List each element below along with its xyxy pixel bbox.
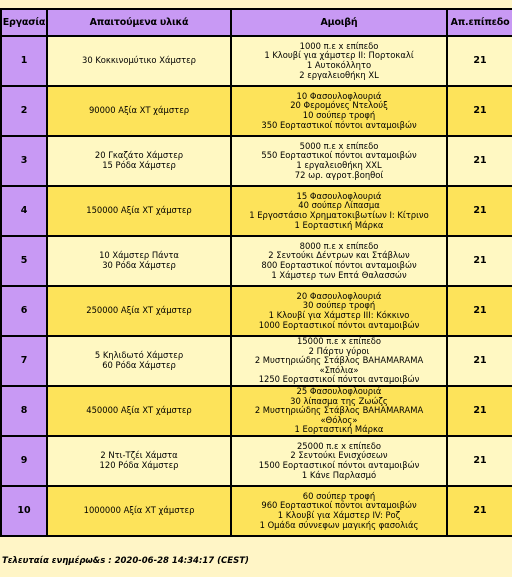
required-item: 120 Ρόδα Χάμστερ (99, 460, 179, 470)
required-item: 250000 Αξία ΧΤ χάμστερ (86, 305, 192, 316)
reward-item: 1500 Εορταστικοί πόντοι ανταμοιβών (258, 460, 420, 470)
required-level: 21 (447, 236, 512, 286)
header-required-items: Απαιτούμενα υλικά (47, 9, 231, 36)
reward-item: 350 Εορταστικοί πόντοι ανταμοιβών (261, 119, 417, 130)
required-item: 90000 Αξία ΧΤ χάμστερ (88, 105, 190, 116)
table-row (1, 36, 512, 86)
reward-item: 30 σούπερ τροφή (302, 300, 376, 311)
reward-item: 15 Φασουλοφλουριά (296, 190, 382, 201)
quest-number: 10 (1, 486, 47, 536)
required-items-cell (47, 86, 231, 136)
required-items-cell (47, 486, 231, 536)
reward-item: 1000 π.ε x επίπεδο (299, 40, 379, 51)
table-header-row (1, 9, 512, 36)
reward-item: 1 Εορταστική Μάρκα (294, 219, 384, 230)
table-row (1, 336, 512, 386)
quest-number: 4 (1, 186, 47, 236)
required-items-cell (47, 36, 231, 86)
reward-item: 1 Εορταστική Μάρκα (294, 424, 384, 435)
reward-item: 1 Κάνε Παρλασμό (301, 469, 377, 480)
reward-item: 1 εργαλειοθήκη XXL (296, 160, 382, 170)
required-item: 15 Ρόδα Χάμστερ (102, 160, 176, 170)
quest-number: 9 (1, 436, 47, 486)
reward-item: 1 Αυτοκόλλητο (306, 60, 372, 70)
reward-item: 60 σούπερ τροφή (302, 490, 376, 501)
reward-item: 8000 π.ε x επίπεδο (299, 240, 379, 251)
reward-item: 550 Εορταστικοί πόντοι ανταμοιβών (261, 150, 417, 161)
reward-item: 800 Εορταστικοί πόντοι ανταμοιβών (261, 260, 417, 270)
header-required-level: Απ.επίπεδο (447, 9, 512, 36)
reward-item: 2 Πάρτυ γύροι (308, 345, 370, 356)
reward-item: 2 εργαλειοθήκη XL (299, 69, 379, 80)
quest-number: 6 (1, 286, 47, 336)
reward-item: 1 Ομάδα σύννεφων μαγικής φασολιάς (259, 519, 419, 530)
required-level: 21 (447, 86, 512, 136)
table-row (1, 186, 512, 236)
reward-cell (231, 86, 447, 136)
reward-item: 5000 π.ε x επίπεδο (299, 140, 379, 151)
table-row (1, 386, 512, 436)
required-item: 5 Κηλιδωτό Χάμστερ (94, 350, 184, 361)
reward-item: 20 Φερομόνες Ντελούξ (290, 100, 388, 111)
reward-item: 2 Σεντούκι Ενισχύσεων (290, 450, 388, 461)
required-items-cell (47, 386, 231, 436)
table-row (1, 236, 512, 286)
reward-item: 1 Κλουβί για Χάμστερ IV: Ροζ (277, 510, 401, 520)
reward-cell (231, 36, 447, 86)
required-level: 21 (447, 36, 512, 86)
reward-item: 2 Μυστηριώδης Στάβλος BAHAMARAMA (254, 355, 424, 366)
reward-item: «Θόλος» (320, 414, 358, 425)
reward-item: 2 Μυστηριώδης Στάβλος BAHAMARAMA (254, 405, 424, 416)
table-row (1, 86, 512, 136)
quest-number: 7 (1, 336, 47, 386)
required-item: 30 Ρόδα Χάμστερ (102, 260, 176, 270)
required-level: 21 (447, 386, 512, 436)
table-row (1, 136, 512, 186)
reward-item: 1 Χάμστερ των Επτά Θαλασσών (271, 269, 407, 280)
reward-item: 1 Κλουβί για Χάμστερ III: Κόκκινο (268, 310, 410, 320)
reward-item: 72 ωρ. αγροτ.βοηθοί (294, 169, 384, 180)
quests-table (0, 8, 512, 537)
reward-item: 960 Εορταστικοί πόντοι ανταμοιβών (261, 500, 417, 511)
quest-number: 1 (1, 36, 47, 86)
required-level: 21 (447, 486, 512, 536)
quest-number: 8 (1, 386, 47, 436)
reward-cell (231, 286, 447, 336)
header-reward: Αμοιβή (231, 9, 447, 36)
required-item: 450000 Αξία ΧΤ χάμστερ (86, 405, 192, 416)
reward-cell (231, 136, 447, 186)
reward-item: 25000 π.ε x επίπεδο (296, 440, 382, 451)
required-level: 21 (447, 436, 512, 486)
reward-item: 1 Κλουβί για χάμστερ II: Πορτοκαλί (264, 50, 414, 61)
reward-item: «Σπόλια» (319, 364, 359, 375)
reward-item: 1250 Εορταστικοί πόντοι ανταμοιβών (258, 374, 420, 385)
reward-item: 1 Εργοστάσιο Χρηματοκιβωτίων I: Κίτρινο (249, 210, 429, 220)
required-level: 21 (447, 186, 512, 236)
reward-cell (231, 186, 447, 236)
header-quest: Εργασία (1, 9, 47, 36)
required-items-cell (47, 436, 231, 486)
reward-item: 15000 π.ε x επίπεδο (296, 336, 382, 347)
last-updated-footer: Τελευταία ενημέρω&s : 2020-06-28 14:34:17 (CEST) (2, 556, 249, 566)
required-items-cell (47, 336, 231, 386)
quests-table-body (1, 36, 512, 536)
reward-cell (231, 386, 447, 436)
reward-cell (231, 336, 447, 386)
reward-item: 20 Φασουλοφλουριά (296, 290, 382, 301)
required-item: 1000000 Αξία ΧΤ χάμστερ (83, 505, 195, 516)
required-items-cell (47, 186, 231, 236)
quest-number: 5 (1, 236, 47, 286)
table-row (1, 286, 512, 336)
quest-number: 2 (1, 86, 47, 136)
required-item: 150000 Αξία ΧΤ χάμστερ (86, 205, 192, 216)
reward-item: 25 Φασουλοφλουριά (296, 386, 382, 397)
required-items-cell (47, 136, 231, 186)
required-item: 60 Ρόδα Χάμστερ (102, 360, 176, 370)
reward-cell (231, 236, 447, 286)
required-level: 21 (447, 286, 512, 336)
required-item: 2 Ντι-Τζέι Χάμστα (100, 450, 178, 461)
reward-item: 1000 Εορταστικοί πόντοι ανταμοιβών (258, 319, 420, 330)
reward-item: 30 λίπασμα της Ζωώζς (290, 395, 388, 406)
reward-cell (231, 436, 447, 486)
reward-cell (231, 486, 447, 536)
required-item: 30 Κοκκινομύτικο Χάμστερ (82, 55, 196, 66)
reward-item: 2 Σεντούκι Δέντρων και Στάβλων (268, 250, 410, 261)
required-items-cell (47, 236, 231, 286)
quest-number: 3 (1, 136, 47, 186)
table-row (1, 486, 512, 536)
required-level: 21 (447, 136, 512, 186)
required-item: 10 Χάμστερ Πάντα (99, 250, 179, 261)
required-item: 20 Γκαζάτο Χάμστερ (94, 150, 184, 161)
reward-item: 40 σούπερ Λίπασμα (298, 200, 380, 211)
reward-item: 10 Φασουλοφλουριά (296, 90, 382, 101)
reward-item: 10 σούπερ τροφή (302, 110, 376, 120)
table-row (1, 436, 512, 486)
required-level: 21 (447, 336, 512, 386)
required-items-cell (47, 286, 231, 336)
